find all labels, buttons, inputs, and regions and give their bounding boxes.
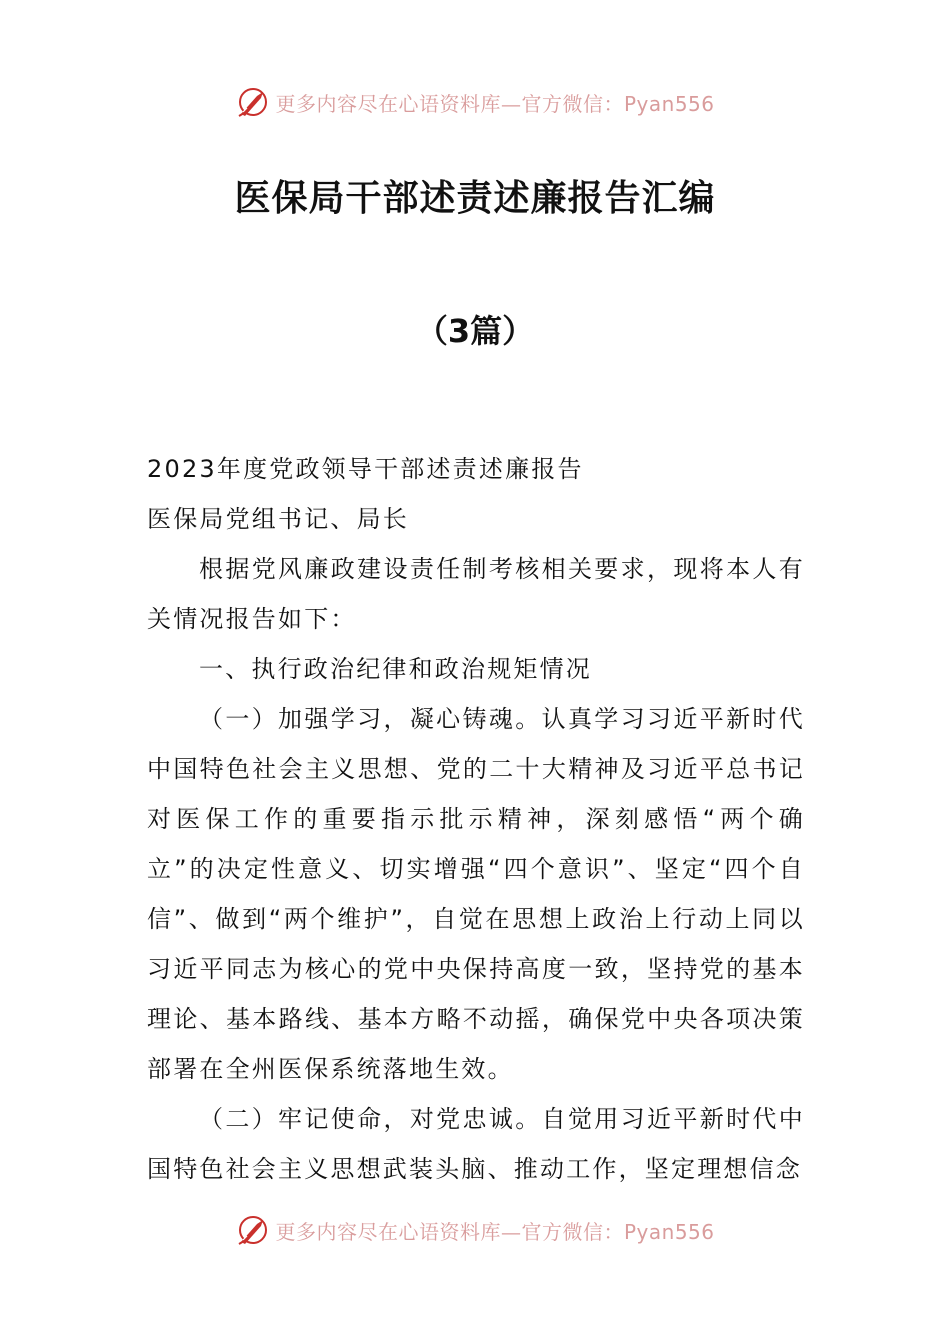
- paragraph-item-2: （二）牢记使命，对党忠诚。自觉用习近平新时代中国特色社会主义思想武装头脑、推动工作，坚定理想信念: [147, 1105, 805, 1183]
- paragraph-intro: 根据党风廉政建设责任制考核相关要求，现将本人有关情况报告如下：: [147, 555, 805, 633]
- watermark-text: 更多内容尽在心语资料库—官方微信：Pyan556: [275, 91, 715, 116]
- watermark-banner-bottom: [0, 1210, 950, 1250]
- watermark-banner-top: [0, 82, 950, 122]
- quill-logo-icon: [235, 1212, 271, 1248]
- report-title: 2023年度党政领导干部述责述廉报告: [147, 455, 584, 483]
- paragraph-item-1: （一）加强学习，凝心铸魂。认真学习习近平新时代中国特色社会主义思想、党的二十大精神及习近平总书记对医保工作的重要指示批示精神，深刻感悟“两个确立”的决定性意义、切实增强“四个意识”、坚定“四个自信”、做到“两个维护”，自觉在思想上政治上行动上同以习近平同志为核心的党中央保持高度一致，坚持党的基本理论、基本路线、基本方略不动摇，确保党中央各项决策部署在全州医保系统落地生效。: [147, 705, 805, 1083]
- watermark-text: 更多内容尽在心语资料库—官方微信：Pyan556: [275, 1219, 715, 1244]
- document-title: 医保局干部述责述廉报告汇编: [234, 178, 716, 219]
- author-role: 医保局党组书记、局长: [147, 505, 409, 533]
- document-subtitle: （3篇）: [415, 312, 535, 350]
- quill-logo-icon: [235, 84, 271, 120]
- document-body: [147, 444, 805, 1194]
- section-heading: 一、执行政治纪律和政治规矩情况: [199, 655, 592, 683]
